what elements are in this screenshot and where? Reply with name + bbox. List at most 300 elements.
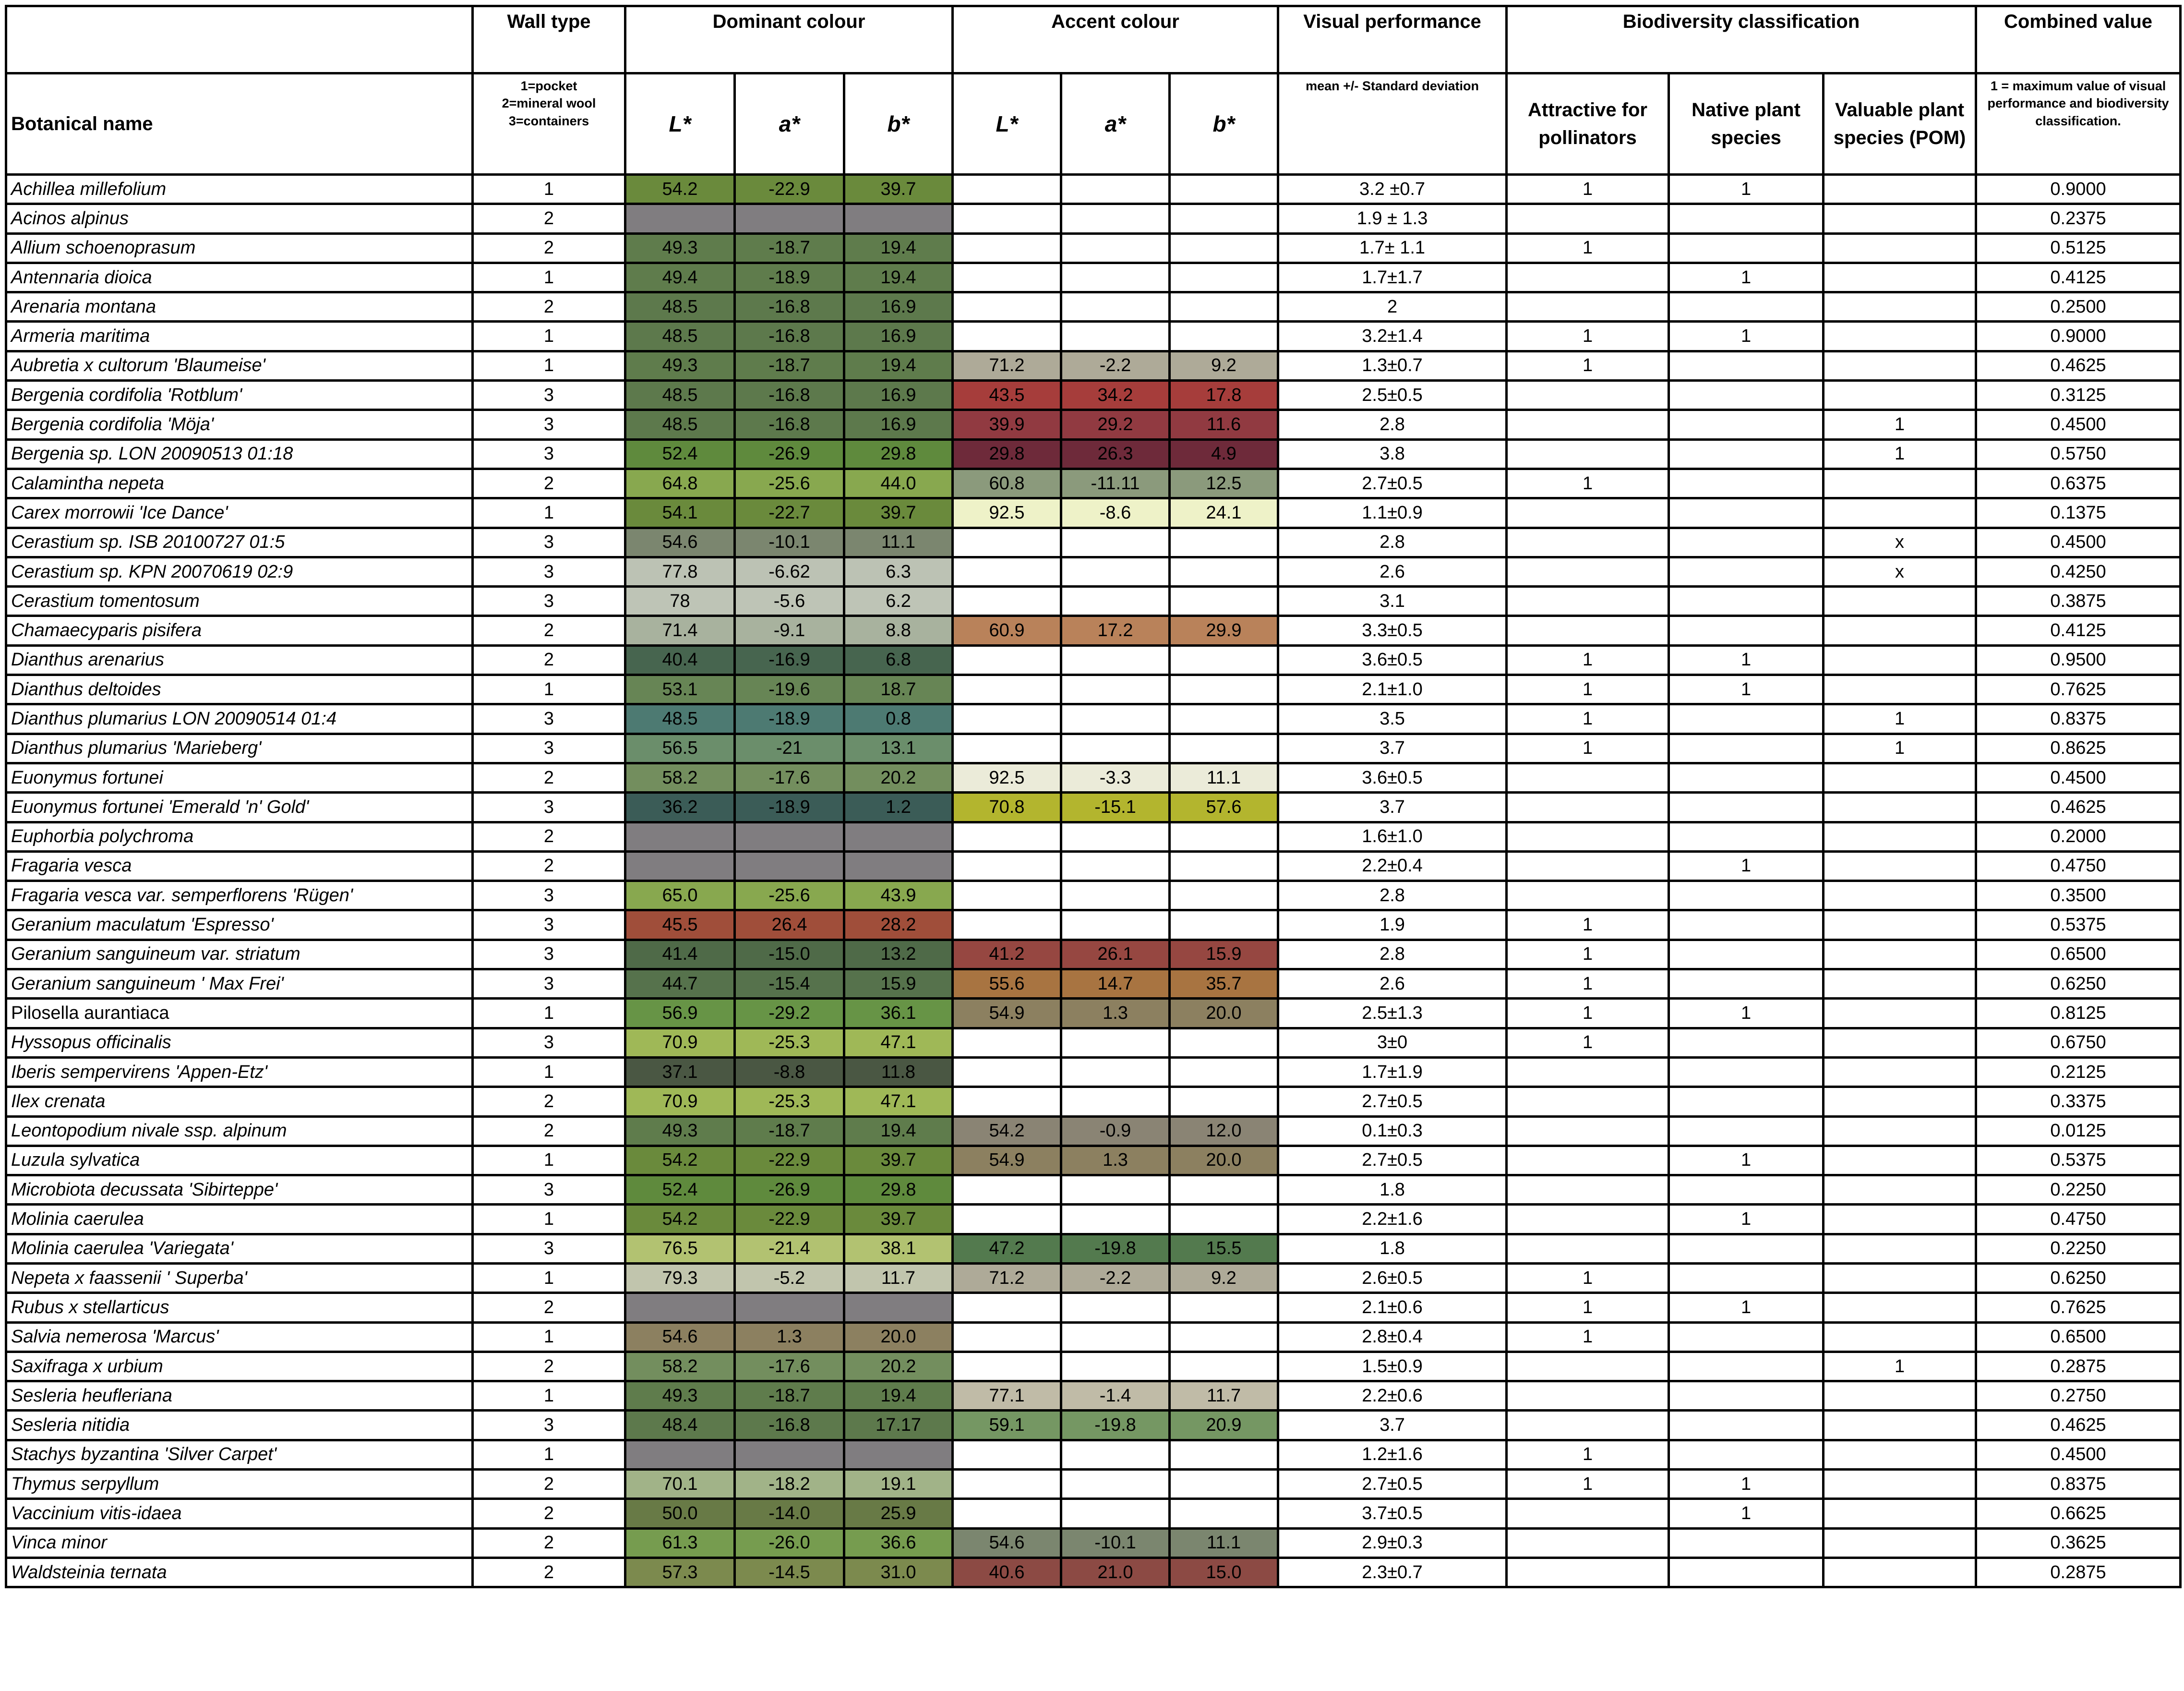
attractive-cell (1507, 763, 1669, 792)
accent-colour-cell (1170, 645, 1278, 675)
attractive-cell (1507, 263, 1669, 292)
dominant-colour-cell: 36.1 (844, 999, 953, 1028)
dominant-colour-cell: 49.3 (625, 1381, 735, 1411)
native-cell (1669, 1234, 1824, 1263)
wall-type-cell: 3 (473, 704, 625, 734)
attractive-cell (1507, 498, 1669, 528)
dominant-colour-cell: -18.7 (735, 1381, 844, 1411)
visual-performance-cell: 2.5±1.3 (1278, 999, 1507, 1028)
native-cell: 1 (1669, 999, 1824, 1028)
accent-colour-cell (953, 1352, 1061, 1381)
accent-colour-cell (1061, 910, 1170, 940)
attractive-cell: 1 (1507, 233, 1669, 263)
dominant-colour-cell (625, 822, 735, 851)
accent-colour-cell: 20.0 (1170, 1146, 1278, 1175)
combined-value-cell: 0.4625 (1976, 1411, 2181, 1440)
table-row (6, 881, 2181, 910)
table-row (6, 704, 2181, 734)
table-row (6, 1234, 2181, 1263)
dominant-colour-cell: -26.9 (735, 439, 844, 469)
wall-type-cell: 2 (473, 1352, 625, 1381)
accent-colour-cell: 12.0 (1170, 1116, 1278, 1146)
dominant-colour-cell: 57.3 (625, 1558, 735, 1587)
dominant-colour-cell: 25.9 (844, 1499, 953, 1528)
valuable-cell (1824, 1322, 1976, 1352)
accent-colour-cell: 11.7 (1170, 1381, 1278, 1411)
combined-value-cell: 0.6500 (1976, 940, 2181, 969)
table-row (6, 675, 2181, 704)
dominant-colour-cell: 16.9 (844, 322, 953, 351)
accent-colour-cell: 92.5 (953, 763, 1061, 792)
table-row (6, 734, 2181, 763)
valuable-cell (1824, 851, 1976, 881)
table-row (6, 1558, 2181, 1587)
accent-colour-cell (953, 175, 1061, 204)
valuable-cell (1824, 1087, 1976, 1116)
combined-value-cell: 0.3875 (1976, 587, 2181, 616)
valuable-cell (1824, 881, 1976, 910)
table-row (6, 528, 2181, 557)
table-row (6, 822, 2181, 851)
combined-value-cell: 0.4500 (1976, 410, 2181, 439)
wall-type-cell: 1 (473, 351, 625, 380)
visual-performance-cell: 1.2±1.6 (1278, 1440, 1507, 1469)
native-cell (1669, 233, 1824, 263)
attractive-cell: 1 (1507, 1293, 1669, 1322)
accent-colour-cell (953, 1057, 1061, 1087)
table-row (6, 851, 2181, 881)
table-row (6, 969, 2181, 999)
accent-colour-cell: 11.1 (1170, 1528, 1278, 1558)
accent-colour-cell: 40.6 (953, 1558, 1061, 1587)
dominant-colour-cell: 28.2 (844, 910, 953, 940)
combined-value-cell: 0.8375 (1976, 1470, 2181, 1499)
accent-colour-cell (953, 734, 1061, 763)
table-row (6, 1028, 2181, 1057)
native-cell (1669, 410, 1824, 439)
combined-value-cell: 0.8375 (1976, 704, 2181, 734)
accent-colour-cell: 21.0 (1061, 1558, 1170, 1587)
dominant-colour-cell: 39.7 (844, 1146, 953, 1175)
botanical-name-cell: Geranium sanguineum var. striatum (6, 940, 473, 969)
native-cell (1669, 616, 1824, 645)
dominant-colour-cell: -16.8 (735, 1411, 844, 1440)
valuable-cell (1824, 1205, 1976, 1234)
table-row (6, 1470, 2181, 1499)
combined-value-cell: 0.7625 (1976, 1293, 2181, 1322)
accent-colour-cell: 11.6 (1170, 410, 1278, 439)
accent-colour-cell (953, 322, 1061, 351)
botanical-name-cell: Dianthus arenarius (6, 645, 473, 675)
accent-colour-cell: -0.9 (1061, 1116, 1170, 1146)
valuable-cell: 1 (1824, 439, 1976, 469)
dominant-colour-cell: -16.8 (735, 322, 844, 351)
wall-type-cell: 3 (473, 910, 625, 940)
table-row (6, 1499, 2181, 1528)
table-row (6, 1057, 2181, 1087)
accent-colour-cell: 43.5 (953, 381, 1061, 410)
attractive-cell (1507, 881, 1669, 910)
accent-colour-cell (953, 822, 1061, 851)
accent-colour-cell: 4.9 (1170, 439, 1278, 469)
combined-value-cell: 0.3625 (1976, 1528, 2181, 1558)
botanical-name-cell: Arenaria montana (6, 292, 473, 322)
accent-colour-cell (1061, 1322, 1170, 1352)
combined-value-cell: 0.4125 (1976, 263, 2181, 292)
native-cell: 1 (1669, 1146, 1824, 1175)
accent-colour-cell: 35.7 (1170, 969, 1278, 999)
table-row (6, 940, 2181, 969)
valuable-cell (1824, 675, 1976, 704)
accent-colour-cell (953, 1205, 1061, 1234)
visual-performance-cell: 2.7±0.5 (1278, 1146, 1507, 1175)
dominant-colour-cell: 58.2 (625, 763, 735, 792)
accent-colour-cell: -8.6 (1061, 498, 1170, 528)
combined-value-cell: 0.5125 (1976, 233, 2181, 263)
wall-type-cell: 2 (473, 233, 625, 263)
native-cell: 1 (1669, 851, 1824, 881)
attractive-cell: 1 (1507, 1263, 1669, 1292)
botanical-name-cell: Molinia caerulea 'Variegata' (6, 1234, 473, 1263)
native-cell (1669, 1028, 1824, 1057)
valuable-cell (1824, 1146, 1976, 1175)
dominant-colour-cell: 6.2 (844, 587, 953, 616)
accent-colour-cell (953, 910, 1061, 940)
dominant-colour-cell: -5.2 (735, 1263, 844, 1292)
dominant-colour-cell: -26.9 (735, 1175, 844, 1205)
combined-value-cell: 0.3125 (1976, 381, 2181, 410)
dominant-colour-cell: 54.2 (625, 1146, 735, 1175)
attractive-cell: 1 (1507, 645, 1669, 675)
dominant-colour-cell: 54.1 (625, 498, 735, 528)
combined-value-cell: 0.6250 (1976, 969, 2181, 999)
botanical-name-cell: Aubretia x cultorum 'Blaumeise' (6, 351, 473, 380)
wall-type-cell: 2 (473, 763, 625, 792)
valuable-cell (1824, 1528, 1976, 1558)
wall-type-cell: 1 (473, 322, 625, 351)
valuable-cell: 1 (1824, 410, 1976, 439)
wall-type-note-2: 2=mineral wool (502, 96, 596, 111)
accent-colour-cell: 54.9 (953, 999, 1061, 1028)
table-row (6, 1322, 2181, 1352)
visual-performance-cell: 1.7±1.9 (1278, 1057, 1507, 1087)
accent-colour-cell (1170, 734, 1278, 763)
native-cell (1669, 351, 1824, 380)
visual-performance-cell: 1.7± 1.1 (1278, 233, 1507, 263)
accent-colour-cell (1170, 851, 1278, 881)
wall-type-cell: 3 (473, 557, 625, 586)
valuable-cell (1824, 763, 1976, 792)
dominant-colour-cell: -25.3 (735, 1087, 844, 1116)
valuable-cell (1824, 204, 1976, 233)
attractive-cell: 1 (1507, 910, 1669, 940)
dominant-colour-cell: -18.7 (735, 351, 844, 380)
native-cell (1669, 969, 1824, 999)
accent-colour-cell (953, 557, 1061, 586)
wall-type-cell: 3 (473, 1175, 625, 1205)
dominant-colour-cell: 20.0 (844, 1322, 953, 1352)
dominant-colour-cell (735, 822, 844, 851)
botanical-name-cell: Calamintha nepeta (6, 469, 473, 498)
dominant-colour-cell: 20.2 (844, 1352, 953, 1381)
combined-value-cell: 0.0125 (1976, 1116, 2181, 1146)
table-row (6, 645, 2181, 675)
combined-value-cell: 0.3375 (1976, 1087, 2181, 1116)
dominant-colour-cell: -18.7 (735, 1116, 844, 1146)
botanical-name-cell: Bergenia cordifolia 'Möja' (6, 410, 473, 439)
dominant-colour-cell: 26.4 (735, 910, 844, 940)
accent-colour-cell (1170, 1057, 1278, 1087)
wall-type-cell: 1 (473, 1381, 625, 1411)
botanical-name-cell: Thymus serpyllum (6, 1470, 473, 1499)
visual-performance-cell: 3.7±0.5 (1278, 1499, 1507, 1528)
dominant-colour-cell: 18.7 (844, 675, 953, 704)
dominant-colour-cell: -5.6 (735, 587, 844, 616)
attractive-cell (1507, 1558, 1669, 1587)
valuable-cell (1824, 1440, 1976, 1469)
combined-value-cell: 0.4125 (1976, 616, 2181, 645)
accent-colour-cell (1170, 675, 1278, 704)
attractive-cell: 1 (1507, 322, 1669, 351)
attractive-cell (1507, 381, 1669, 410)
table-row (6, 763, 2181, 792)
dominant-colour-cell: 41.4 (625, 940, 735, 969)
dominant-colour-cell: 6.8 (844, 645, 953, 675)
wall-type-cell: 2 (473, 1293, 625, 1322)
attractive-cell: 1 (1507, 1028, 1669, 1057)
dominant-colour-cell (625, 1440, 735, 1469)
dominant-colour-cell: 36.2 (625, 793, 735, 822)
accent-colour-cell: 71.2 (953, 351, 1061, 380)
table-row (6, 1263, 2181, 1292)
accent-colour-cell: 9.2 (1170, 351, 1278, 380)
accent-colour-cell (953, 1087, 1061, 1116)
dominant-colour-cell: 19.1 (844, 1470, 953, 1499)
native-cell: 1 (1669, 645, 1824, 675)
accent-colour-cell: 26.1 (1061, 940, 1170, 969)
dominant-colour-cell: -26.0 (735, 1528, 844, 1558)
table-row (6, 292, 2181, 322)
attractive-cell (1507, 528, 1669, 557)
wall-type-cell: 3 (473, 969, 625, 999)
wall-type-cell: 1 (473, 1440, 625, 1469)
attractive-header: Attractive for pollinators (1507, 73, 1669, 175)
accent-colour-cell: 11.1 (1170, 763, 1278, 792)
botanical-name-cell: Antennaria dioica (6, 263, 473, 292)
wall-type-header: Wall type (473, 6, 625, 73)
wall-type-cell: 3 (473, 439, 625, 469)
botanical-name-cell: Nepeta x faassenii ' Superba' (6, 1263, 473, 1292)
combined-value-cell: 0.6500 (1976, 1322, 2181, 1352)
table-row (6, 1205, 2181, 1234)
dominant-colour-cell: 16.9 (844, 381, 953, 410)
visual-performance-cell: 2.2±0.6 (1278, 1381, 1507, 1411)
accent-colour-cell (1061, 675, 1170, 704)
visual-performance-cell: 2.8 (1278, 528, 1507, 557)
attractive-cell (1507, 1057, 1669, 1087)
accent-colour-cell: 34.2 (1061, 381, 1170, 410)
accent-colour-cell: 57.6 (1170, 793, 1278, 822)
accent-colour-cell (1170, 1087, 1278, 1116)
wall-type-cell: 3 (473, 881, 625, 910)
valuable-cell (1824, 1381, 1976, 1411)
dominant-colour-cell: 56.5 (625, 734, 735, 763)
dominant-colour-cell: 58.2 (625, 1352, 735, 1381)
combined-value-cell: 0.5375 (1976, 910, 2181, 940)
wall-type-cell: 1 (473, 1146, 625, 1175)
botanical-name-cell: Sesleria heufleriana (6, 1381, 473, 1411)
dominant-colour-cell: -15.0 (735, 940, 844, 969)
valuable-cell (1824, 645, 1976, 675)
table-row (6, 233, 2181, 263)
combined-value-cell: 0.9000 (1976, 322, 2181, 351)
table-row (6, 557, 2181, 586)
wall-type-cell: 1 (473, 1263, 625, 1292)
accent-colour-cell (1170, 1175, 1278, 1205)
visual-performance-cell: 3.6±0.5 (1278, 763, 1507, 792)
table-row (6, 263, 2181, 292)
dominant-colour-cell: 47.1 (844, 1028, 953, 1057)
visual-performance-cell: 3.6±0.5 (1278, 645, 1507, 675)
botanical-name-cell: Euonymus fortunei (6, 763, 473, 792)
accent-colour-cell (1061, 734, 1170, 763)
combined-value-cell: 0.8125 (1976, 999, 2181, 1028)
dominant-colour-cell: -21.4 (735, 1234, 844, 1263)
accent-colour-cell (1170, 1028, 1278, 1057)
accent-colour-cell (1061, 1205, 1170, 1234)
accent-colour-cell (1061, 704, 1170, 734)
native-cell (1669, 1381, 1824, 1411)
table-row (6, 1175, 2181, 1205)
accent-colour-cell (1170, 322, 1278, 351)
visual-performance-cell: 2.9±0.3 (1278, 1528, 1507, 1558)
valuable-cell (1824, 469, 1976, 498)
attractive-cell: 1 (1507, 1440, 1669, 1469)
accent-colour-cell (1061, 528, 1170, 557)
accent-colour-cell (953, 1440, 1061, 1469)
valuable-cell: x (1824, 557, 1976, 586)
attractive-cell: 1 (1507, 940, 1669, 969)
accent-colour-cell (1170, 204, 1278, 233)
accent-colour-cell: 1.3 (1061, 999, 1170, 1028)
native-cell (1669, 1087, 1824, 1116)
native-cell (1669, 1558, 1824, 1587)
visual-performance-cell: 1.9 ± 1.3 (1278, 204, 1507, 233)
dominant-colour-cell: -14.0 (735, 1499, 844, 1528)
dominant-colour-cell: -21 (735, 734, 844, 763)
dominant-colour-cell: -25.6 (735, 469, 844, 498)
visual-performance-cell: 2 (1278, 292, 1507, 322)
combined-value-cell: 0.6625 (1976, 1499, 2181, 1528)
attractive-cell: 1 (1507, 1322, 1669, 1352)
accent-b-header: b* (1170, 73, 1278, 175)
table-row (6, 322, 2181, 351)
accent-colour-cell (953, 1028, 1061, 1057)
accent-colour-cell (1061, 645, 1170, 675)
dominant-colour-cell: 49.3 (625, 351, 735, 380)
dominant-colour-cell: -14.5 (735, 1558, 844, 1587)
botanical-name-cell: Euonymus fortunei 'Emerald 'n' Gold' (6, 793, 473, 822)
wall-type-cell: 3 (473, 381, 625, 410)
accent-colour-cell: 92.5 (953, 498, 1061, 528)
combined-value-cell: 0.7625 (1976, 675, 2181, 704)
native-cell (1669, 557, 1824, 586)
wall-type-cell: 1 (473, 999, 625, 1028)
visual-performance-cell: 2.8 (1278, 940, 1507, 969)
attractive-cell (1507, 1381, 1669, 1411)
dominant-colour-cell: 71.4 (625, 616, 735, 645)
table-row (6, 999, 2181, 1028)
wall-type-cell: 2 (473, 1499, 625, 1528)
accent-colour-cell: 9.2 (1170, 1263, 1278, 1292)
table-row (6, 1146, 2181, 1175)
wall-type-cell: 2 (473, 1087, 625, 1116)
accent-colour-cell (953, 1175, 1061, 1205)
dominant-colour-cell: 48.4 (625, 1411, 735, 1440)
accent-colour-cell: 17.8 (1170, 381, 1278, 410)
dominant-colour-cell: -16.8 (735, 410, 844, 439)
dominant-colour-cell: -18.9 (735, 793, 844, 822)
wall-type-cell: 3 (473, 734, 625, 763)
accent-colour-cell (1170, 1499, 1278, 1528)
dominant-colour-cell: -16.8 (735, 381, 844, 410)
table-row (6, 381, 2181, 410)
dominant-colour-cell: -10.1 (735, 528, 844, 557)
visual-performance-cell: 3±0 (1278, 1028, 1507, 1057)
table-row (6, 1528, 2181, 1558)
accent-colour-cell: 17.2 (1061, 616, 1170, 645)
dominant-colour-cell (735, 204, 844, 233)
botanical-name-cell: Armeria maritima (6, 322, 473, 351)
wall-type-cell: 3 (473, 1028, 625, 1057)
accent-colour-cell (953, 851, 1061, 881)
wall-type-cell: 2 (473, 1116, 625, 1146)
accent-colour-cell: -3.3 (1061, 763, 1170, 792)
dominant-colour-header: Dominant colour (625, 6, 953, 73)
accent-colour-cell (953, 1499, 1061, 1528)
table-row (6, 1381, 2181, 1411)
combined-value-header: Combined value (1976, 6, 2181, 73)
accent-colour-cell: 39.9 (953, 410, 1061, 439)
wall-type-cell: 3 (473, 587, 625, 616)
accent-colour-cell: 71.2 (953, 1263, 1061, 1292)
accent-colour-cell: 70.8 (953, 793, 1061, 822)
dominant-colour-cell: 37.1 (625, 1057, 735, 1087)
visual-performance-cell: 2.2±0.4 (1278, 851, 1507, 881)
wall-type-cell: 1 (473, 263, 625, 292)
native-cell (1669, 1322, 1824, 1352)
accent-colour-cell: 15.9 (1170, 940, 1278, 969)
native-cell: 1 (1669, 1205, 1824, 1234)
accent-colour-cell: -15.1 (1061, 793, 1170, 822)
dominant-colour-cell: 43.9 (844, 881, 953, 910)
accent-colour-cell: 26.3 (1061, 439, 1170, 469)
accent-colour-cell (1170, 704, 1278, 734)
visual-performance-cell: 1.5±0.9 (1278, 1352, 1507, 1381)
data-table-container (5, 5, 2179, 1686)
dominant-l-header: L* (625, 73, 735, 175)
dominant-colour-cell: 19.4 (844, 351, 953, 380)
dominant-colour-cell: -16.9 (735, 645, 844, 675)
native-cell (1669, 498, 1824, 528)
combined-value-cell: 0.5375 (1976, 1146, 2181, 1175)
botanical-name-cell: Molinia caerulea (6, 1205, 473, 1234)
botanical-name-cell: Bergenia sp. LON 20090513 01:18 (6, 439, 473, 469)
native-cell (1669, 1175, 1824, 1205)
botanical-name-cell: Dianthus plumarius LON 20090514 01:4 (6, 704, 473, 734)
accent-colour-cell (1170, 233, 1278, 263)
visual-performance-cell: 2.3±0.7 (1278, 1558, 1507, 1587)
